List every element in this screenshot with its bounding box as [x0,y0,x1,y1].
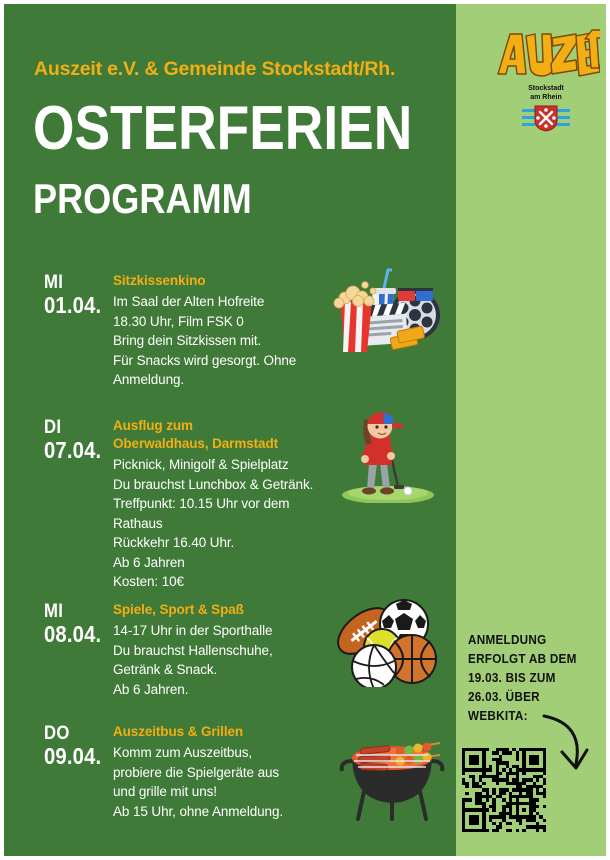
curved-arrow-icon [540,712,604,780]
stockstadt-coat-of-arms-icon [522,104,570,132]
event-weekday: MI [44,601,64,622]
event-title: Auszeitbus & Grillen [113,724,244,739]
event-body [113,723,335,821]
event-title: Sitzkissenkino [113,273,206,288]
event-description: Komm zum Auszeitbus, probiere die Spielgeräte aus und grille mit uns! Ab 15 Uhr, ohne Anmeldung. [113,745,284,819]
event-body [113,272,335,390]
event-day: 07.04. [44,437,102,463]
event-day: 08.04. [44,621,102,647]
minigolf-player-icon [338,411,438,508]
page-title: OSTERFERIEN [33,94,413,163]
event-weekday: DO [44,723,70,744]
event-date [44,272,106,318]
event-weekday: MI [44,272,64,293]
auszeit-logo [492,22,600,122]
auszeit-wordmark-icon [492,24,600,89]
event-title: Ausflug zum Oberwaldhaus, Darmstadt [113,418,278,451]
registration-instructions: ANMELDUNG ERFOLGT AB DEM 19.03. BIS ZUM 26.03. ÜBER WEBKITA: [468,632,577,723]
page-subtitle: PROGRAMM [33,175,252,222]
event-description: Picknick, Minigolf & Spielplatz Du brauchst Lunchbox & Getränk. Treffpunkt: 10.15 Uhr vor dem Rathaus Rückkehr 16.40 Uhr. Ab 6 Jahren Kosten: 10€ [113,457,314,589]
event-date [44,601,106,647]
logo-city-line1: Stockstadt [528,85,564,92]
logo-city-line2: am Rhein [530,94,562,101]
event-body [113,417,335,592]
logo-city-text [492,84,600,102]
event-day: 01.04. [44,292,102,318]
event-description: 14-17 Uhr in der Sporthalle Du brauchst Hallenschuhe, Getränk & Snack. Ab 6 Jahren. [113,623,273,697]
cinema-popcorn-icon [332,268,447,361]
event-body [113,601,335,699]
organisation-line: Auszeit e.V. & Gemeinde Stockstadt/Rh. [34,58,396,80]
bbq-grill-icon [334,725,450,830]
sports-balls-icon [334,597,438,692]
event-date [44,417,106,463]
event-weekday: DI [44,417,62,438]
event-day: 09.04. [44,743,102,769]
event-date [44,723,106,769]
event-title: Spiele, Sport & Spaß [113,602,244,617]
event-description: Im Saal der Alten Hofreite 18.30 Uhr, Film FSK 0 Bring dein Sitzkissen mit. Für Snacks wird gesorgt. Ohne Anmeldung. [113,294,297,387]
webkita-qr-code[interactable] [462,748,546,832]
